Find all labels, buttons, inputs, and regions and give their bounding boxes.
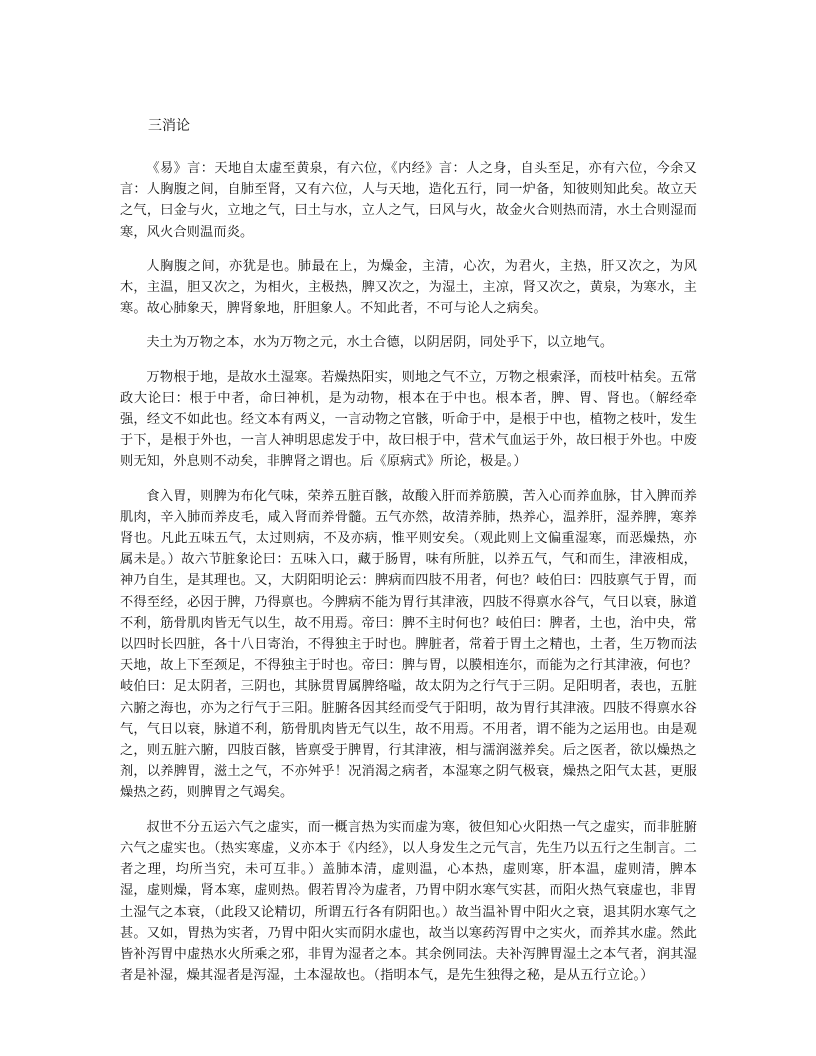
paragraph-5: 食入胃，则脾为布化气味，荣养五脏百骸，故酸入肝而养筋膜，苦入心而养血脉，甘入脾而养肌肉，辛入肺而养皮毛，咸入肾而养骨髓。五气亦然，故清养肺，热养心，温养肝，湿养脾，寒养肾也。凡此五味五气，太过则病，不及亦病，惟平则安矣。（观此则上文偏重湿寒，而恶燥热，亦属未是。）故六节脏象论曰：五味入口，藏于肠胃，味有所脏，以养五气，气和而生，津液相成，神乃自生，是其理也。又，大阴阳明论云：脾病而四肢不用者，何也？岐伯曰：四肢禀气于胃，而不得至经，必因于脾，乃得禀也。今脾病不能为胃行其津液，四肢不得禀水谷气，气日以衰，脉道不利，筋骨肌肉皆无气以生，故不用焉。帝曰：脾不主时何也？岐伯曰：脾者，土也，治中央，常以四时长四脏，各十八日寄治，不得独主于时也。脾脏者，常着于胃土之精也，土者，生万物而法天地，故上下至颈足，不得独主于时也。帝曰：脾与胃，以膜相连尔，而能为之行其津液，何也？岐伯曰：足太阴者，三阴也，其脉贯胃属脾络嗌，故太阴为之行气于三阴。足阳明者，表也，五脏六腑之海也，亦为之行气于三阳。脏腑各因其经而受气于阳明，故为胃行其津液。四肢不得禀水谷气，气日以衰，脉道不利，筋骨肌肉皆无气以生，故不用焉。不用者，谓不能为之运用也。由是观之，则五脏六腑，四肢百骸，皆禀受于脾胃，行其津液，相与濡润滋养矣。后之医者，欲以燥热之剂，以养脾胃，滋土之气，不亦舛乎！况消渴之病者，本湿寒之阴气极衰，燥热之阳气太甚，更服燥热之药，则脾胃之气竭矣。 — [120, 488, 697, 801]
paragraph-4: 万物根于地，是故水土湿寒。若燥热阳实，则地之气不立，万物之根索泽，而枝叶枯矣。五常政大论曰：根于中者，命曰神机，是为动物，根本在于中也。根本者，脾、胃、肾也。（解经牵强，经文不如此也。经文本有两义，一言动物之官骸，听命于中，是根于中也，植物之枝叶，发生于下，是根于外也，一言人神明思虑发于中，故曰根于中，营术气血运于外，故曰根于外也。中废则无知，外息则不动矣，非脾肾之谓也。后《原病式》所论，极是。） — [120, 369, 697, 470]
document-title: 三消论 — [148, 118, 190, 134]
paragraph-6: 叔世不分五运六气之虚实，而一概言热为实而虚为寒，彼但知心火阳热一气之虚实，而非脏腑六气之虚实也。（热实寒虚，义亦本于《内经》，以人身发生之元气言，先生乃以五行之生制言。二者之理，均所当究，未可互非。）盖肺本清，虚则温，心本热，虚则寒，肝本温，虚则清，脾本湿，虚则燥，肾本寒，虚则热。假若胃冷为虚者，乃胃中阴水寒气实甚，而阳火热气衰虚也，非胃土湿气之本衰，（此段又论精切，所谓五行各有阴阳也。）故当温补胃中阳火之衰，退其阴水寒气之甚。又如，胃热为实者，乃胃中阳火实而阴水虚也，故当以寒药泻胃中之实火，而养其水虚。然此皆补泻胃中虚热水火所乘之邪，非胃为湿者之本。其余例同法。夫补泻脾胃湿土之本气者，润其湿者是补湿，燥其湿者是泻湿，土本湿故也。（指明本气，是先生独得之秘，是从五行立论。） — [120, 819, 697, 984]
paragraph-1: 《易》言：天地自太虚至黄泉，有六位，《内经》言：人之身，自头至足，亦有六位，今余又言：人胸腹之间，自肺至肾，又有六位，人与天地，造化五行，同一炉备，知彼则知此矣。故立天之气，曰金与火，立地之气，曰土与水，立人之气，曰风与火，故金火合则热而清，水土合则湿而寒，风火合则温而炎。 — [120, 161, 697, 240]
document-body — [120, 158, 697, 999]
paragraph-2: 人胸腹之间，亦犹是也。肺最在上，为燥金，主清，心次，为君火，主热，肝又次之，为风木，主温，胆又次之，为相火，主极热，脾又次之，为湿土，主凉，肾又次之，黄泉，为寒水，主寒。故心肺象天，脾肾象地，肝胆象人。不知此者，不可与论人之病矣。 — [120, 258, 697, 317]
paragraph-3: 夫土为万物之本，水为万物之元，水土合德，以阴居阴，同处乎下，以立地气。 — [146, 335, 614, 351]
